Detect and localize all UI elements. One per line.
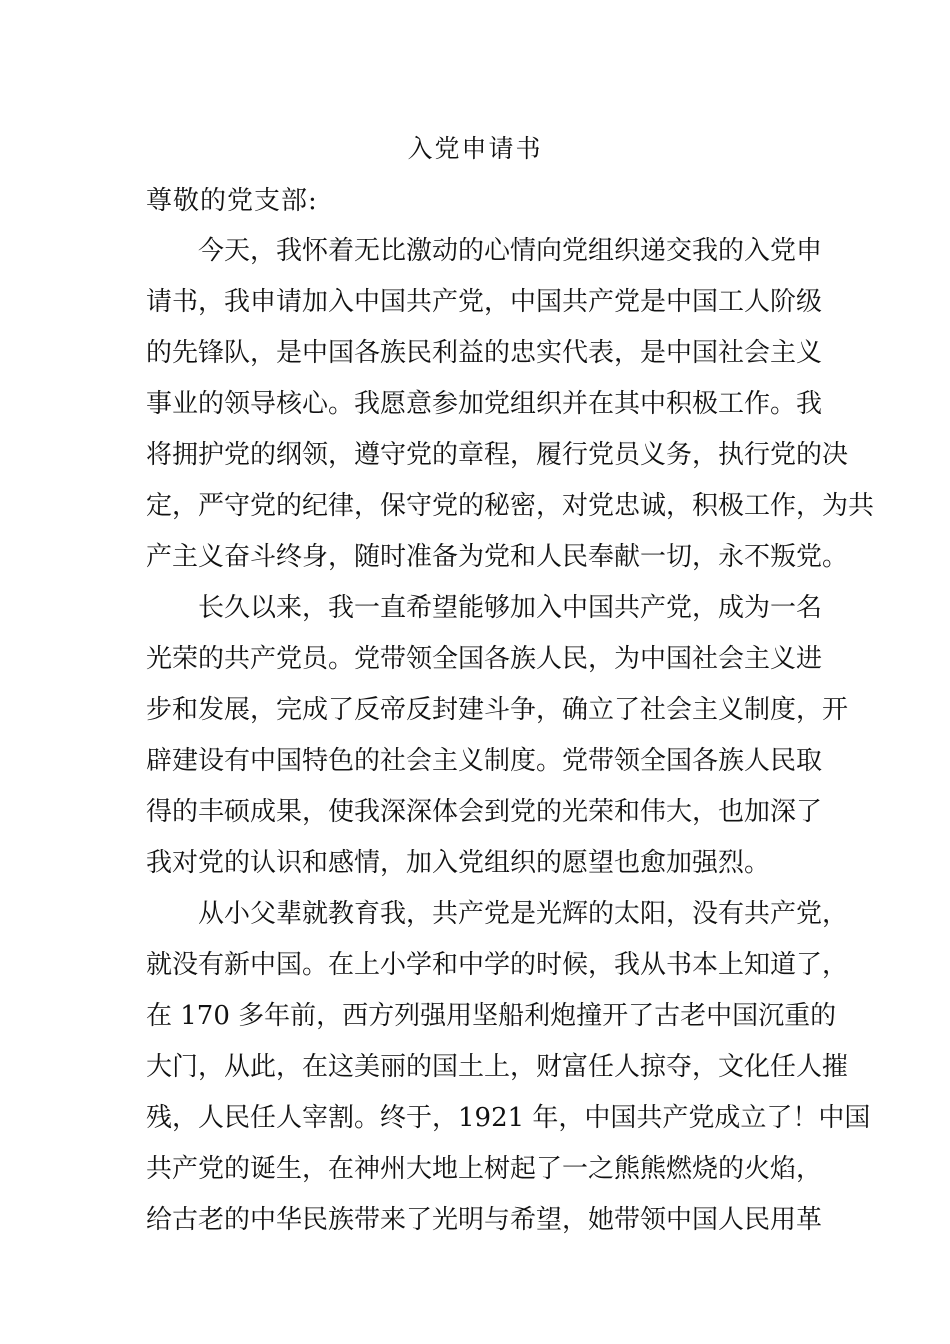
paragraph-2-line-4: 辟建设有中国特色的社会主义制度。党带领全国各族人民取	[146, 746, 823, 776]
paragraph-2-line-1: 长久以来，我一直希望能够加入中国共产党，成为一名	[198, 593, 823, 623]
paragraph-3-line-3: 在 170 多年前，西方列强用坚船利炮撞开了古老中国沉重的	[146, 1001, 837, 1031]
paragraph-1-line-7: 产主义奋斗终身，随时准备为党和人民奉献一切，永不叛党。	[146, 542, 849, 572]
paragraph-1-line-1: 今天，我怀着无比激动的心情向党组织递交我的入党申	[198, 236, 823, 266]
document-body	[146, 233, 875, 1253]
paragraph-3-line-4: 大门，从此，在这美丽的国土上，财富任人掠夺，文化任人摧	[146, 1052, 849, 1082]
paragraph-3-line-6: 共产党的诞生，在神州大地上树起了一之熊熊燃烧的火焰，	[146, 1154, 823, 1184]
paragraph-2-line-6: 我对党的认识和感情，加入党组织的愿望也愈加强烈。	[146, 848, 771, 878]
paragraph-1-line-3: 的先锋队，是中国各族民利益的忠实代表，是中国社会主义	[146, 338, 823, 368]
paragraph-3-line-7: 给古老的中华民族带来了光明与希望，她带领中国人民用革	[146, 1205, 823, 1235]
paragraph-2-line-3: 步和发展，完成了反帝反封建斗争，确立了社会主义制度，开	[146, 695, 849, 725]
paragraph-1-line-2: 请书，我申请加入中国共产党，中国共产党是中国工人阶级	[146, 287, 823, 317]
paragraph-3-line-2: 就没有新中国。在上小学和中学的时候，我从书本上知道了，	[146, 950, 849, 980]
paragraph-1-line-4: 事业的领导核心。我愿意参加党组织并在其中积极工作。我	[146, 389, 823, 419]
paragraph-1-line-6: 定，严守党的纪律，保守党的秘密，对党忠诚，积极工作，为共	[146, 491, 875, 521]
paragraph-3-line-5: 残，人民任人宰割。终于，1921 年，中国共产党成立了！中国	[146, 1103, 871, 1133]
salutation: 尊敬的党支部:	[146, 186, 318, 216]
paragraph-2-line-5: 得的丰硕成果，使我深深体会到党的光荣和伟大，也加深了	[146, 797, 823, 827]
document-title: 入党申请书	[407, 134, 543, 163]
paragraph-2-line-2: 光荣的共产党员。党带领全国各族人民，为中国社会主义进	[146, 644, 823, 674]
paragraph-1-line-5: 将拥护党的纲领，遵守党的章程，履行党员义务，执行党的决	[146, 440, 849, 470]
paragraph-3-line-1: 从小父辈就教育我，共产党是光辉的太阳，没有共产党，	[198, 899, 849, 929]
